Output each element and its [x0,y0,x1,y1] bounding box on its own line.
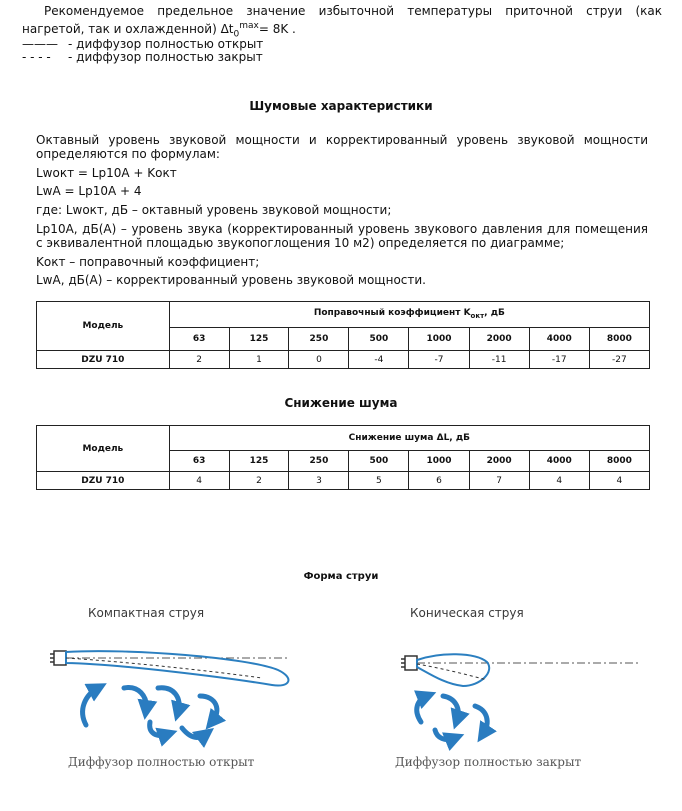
t1-freq: 8000 [589,327,649,350]
legend-solid-text: - диффузор полностью открыт [68,37,264,51]
intro-text: Рекомендуемое предельное значение избыточной температуры приточной струи (как нагретой, так и охлажденной) Δt [22,4,662,36]
conical-jet-diagram [395,630,655,760]
t1-value: 0 [289,351,349,369]
t1-group-unit: , дБ [484,308,505,319]
t2-value: 4 [589,472,649,490]
t1-value: -7 [409,351,469,369]
legend-dashed [22,50,263,65]
t1-freq: 500 [349,327,409,350]
t2-value: 2 [229,472,289,490]
t2-freq: 4000 [529,450,589,471]
t1-value: -17 [529,351,589,369]
t1-group-header [169,302,649,328]
jet-outline [417,654,489,686]
t2-freq: 500 [349,450,409,471]
diffuser-closed-label: Диффузор полностью закрыт [395,755,582,769]
diffuser-nozzle-icon [401,656,417,670]
t2-value: 3 [289,472,349,490]
t1-freq: 250 [289,327,349,350]
t1-value: -11 [469,351,529,369]
jet-outline [66,651,288,685]
t2-freq: 2000 [469,450,529,471]
air-circulation-arrows [83,688,217,738]
t2-group-header: Снижение шума ΔL, дБ [169,426,649,451]
correction-table [36,301,650,369]
intro-tail: = 8K . [258,22,296,36]
noise-reduction-table [36,425,650,490]
jet-title: Форма струи [303,571,379,582]
legend-solid-symbol: ——— [22,37,58,51]
t2-value: 6 [409,472,469,490]
noise-line-3: LwA = Lp10A + 4 [36,184,142,198]
t1-freq: 4000 [529,327,589,350]
table-row [37,351,650,369]
table-row [37,472,650,490]
t2-model-header: Модель [37,426,170,472]
noise-line-2: Lwокт = Lp10A + Kокт [36,166,177,180]
t2-value: 5 [349,472,409,490]
t1-freq: 125 [229,327,289,350]
t1-freq: 63 [169,327,229,350]
t2-freq: 250 [289,450,349,471]
air-circulation-arrows [417,696,487,740]
t1-group-text: Поправочный коэффициент K [313,308,471,319]
t2-freq: 125 [229,450,289,471]
t2-model: DZU 710 [37,472,170,490]
noise-reduction-title: Снижение шума [284,396,398,410]
conical-jet-label: Коническая струя [410,606,524,620]
intro-sup: max [239,21,259,31]
t2-value: 4 [169,472,229,490]
noise-line-4: где: Lwокт, дБ – октавный уровень звуковой мощности; [36,203,392,217]
t1-freq: 2000 [469,327,529,350]
t1-freq: 1000 [409,327,469,350]
t1-value: 1 [229,351,289,369]
t1-model: DZU 710 [37,351,170,369]
compact-jet-label: Компактная струя [88,606,205,620]
diffuser-nozzle-icon [50,651,66,665]
compact-jet-diagram [40,630,310,760]
t1-group-sub: окт [470,312,485,321]
legend-dashed-symbol: - - - - [22,50,51,64]
t2-value: 7 [469,472,529,490]
noise-line-6: Kокт – поправочный коэффициент; [36,255,260,269]
t2-freq: 8000 [589,450,649,471]
noise-line-7: LwA, дБ(А) – корректированный уровень звуковой мощности. [36,273,426,287]
t2-freq: 1000 [409,450,469,471]
t2-value: 4 [529,472,589,490]
legend-dashed-text: - диффузор полностью закрыт [68,50,263,64]
t1-value: -27 [589,351,649,369]
noise-heading: Шумовые характеристики [249,99,433,113]
diffuser-open-label: Диффузор полностью открыт [68,755,255,769]
t1-model-header: Модель [37,302,170,351]
t1-value: 2 [169,351,229,369]
noise-line-1: Октавный уровень звуковой мощности и корректированный уровень звуковой мощности определяются по формулам: [36,133,648,161]
noise-line-5: Lp10A, дБ(А) – уровень звука (корректированный уровень звукового давления для помещения с эквивалентной площадью звукопоглощения 10 м2) определяется по диаграмме; [36,222,648,250]
intro-sub: 0 [233,29,240,40]
t1-value: -4 [349,351,409,369]
t2-freq: 63 [169,450,229,471]
